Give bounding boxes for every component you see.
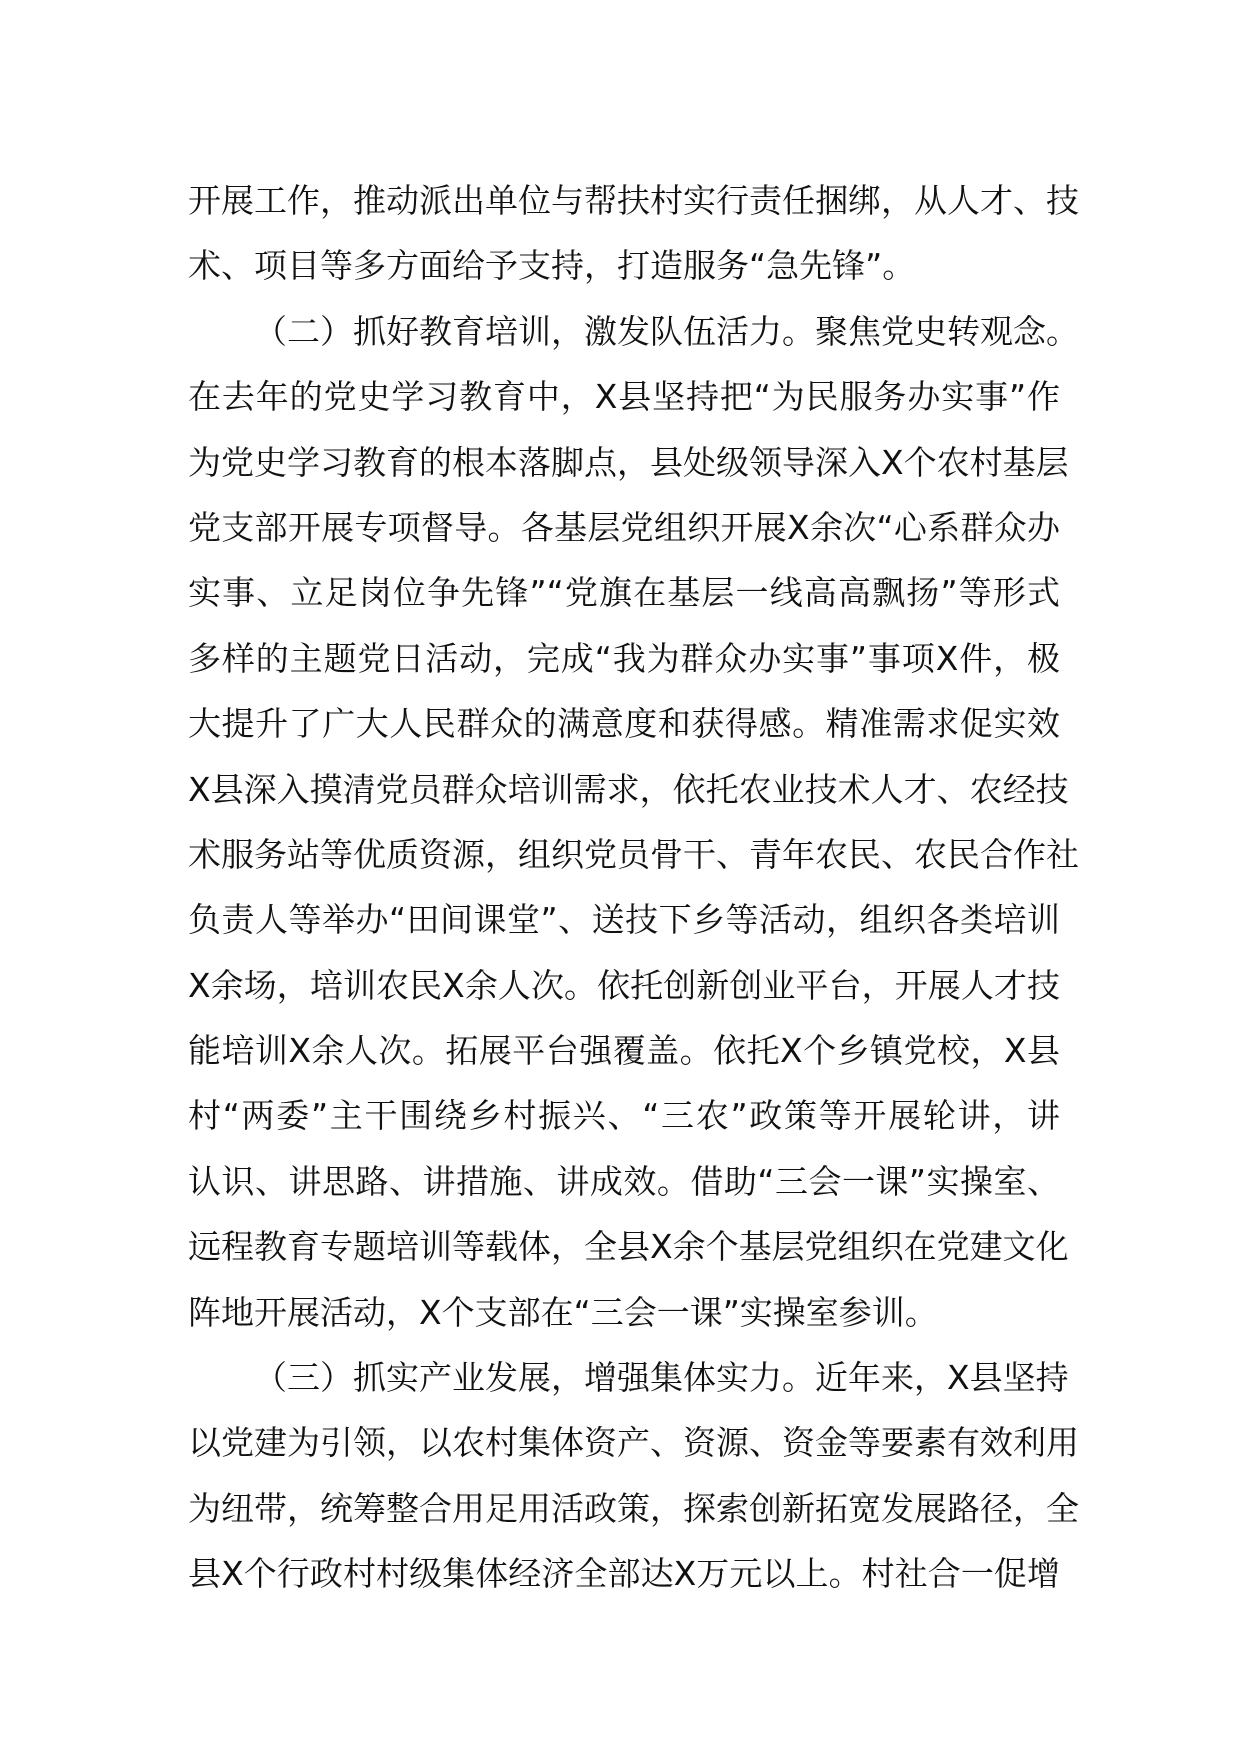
text-line: X余场，培训农民X余人次。依托创新创业平台，开展人才技 — [188, 965, 1060, 1005]
document-body — [188, 168, 1079, 1607]
section-heading-line: （二）抓好教育培训，激发队伍活力。聚焦党史转观念。 — [254, 311, 1079, 351]
text-line: 开展工作，推动派出单位与帮扶村实行责任捆绑，从人才、技 — [188, 181, 1079, 220]
text-line: 认识、讲思路、讲措施、讲成效。借助“三会一课”实操室、 — [188, 1161, 1060, 1201]
text-line: 远程教育专题培训等载体，全县X余个基层党组织在党建文化 — [188, 1227, 1069, 1267]
text-line: X县深入摸清党员群众培训需求，依托农业技术人才、农经技 — [188, 769, 1069, 809]
text-line: 为党史学习教育的根本落脚点，县处级领导深入X个农村基层 — [188, 442, 1069, 482]
text-line: 大提升了广大人民群众的满意度和获得感。精准需求促实效 — [188, 704, 1060, 744]
text-line: 术服务站等优质资源，组织党员骨干、青年农民、农民合作社 — [188, 834, 1079, 874]
text-line: 术、项目等多方面给予支持，打造服务“急先锋”。 — [188, 246, 916, 286]
text-line: 党支部开展专项督导。各基层党组织开展X余次“心系群众办 — [188, 507, 1060, 547]
text-line: 以党建为引领，以农村集体资产、资源、资金等要素有效利用 — [188, 1423, 1079, 1463]
text-line: 在去年的党史学习教育中，X县坚持把“为民服务办实事”作 — [188, 377, 1060, 417]
text-line: 负责人等举办“田间课堂”、送技下乡等活动，组织各类培训 — [188, 900, 1060, 940]
text-line: 实事、立足岗位争先锋”“党旗在基层一线高高飘扬”等形式 — [188, 573, 1060, 613]
text-line: 能培训X余人次。拓展平台强覆盖。依托X个乡镇党校，X县 — [188, 1031, 1060, 1071]
section-heading-line: （三）抓实产业发展，增强集体实力。近年来，X县坚持 — [254, 1358, 1069, 1398]
text-line: 为纽带，统筹整合用足用活政策，探索创新拓宽发展路径，全 — [188, 1488, 1079, 1528]
text-line: 县X个行政村村级集体经济全部达X万元以上。村社合一促增 — [188, 1554, 1060, 1594]
text-line: 村“两委”主干围绕乡村振兴、“三农”政策等开展轮讲，讲 — [188, 1096, 1060, 1136]
text-line: 多样的主题党日活动，完成“我为群众办实事”事项X件，极 — [188, 638, 1060, 678]
text-line: 阵地开展活动，X个支部在“三会一课”实操室参训。 — [188, 1292, 938, 1332]
